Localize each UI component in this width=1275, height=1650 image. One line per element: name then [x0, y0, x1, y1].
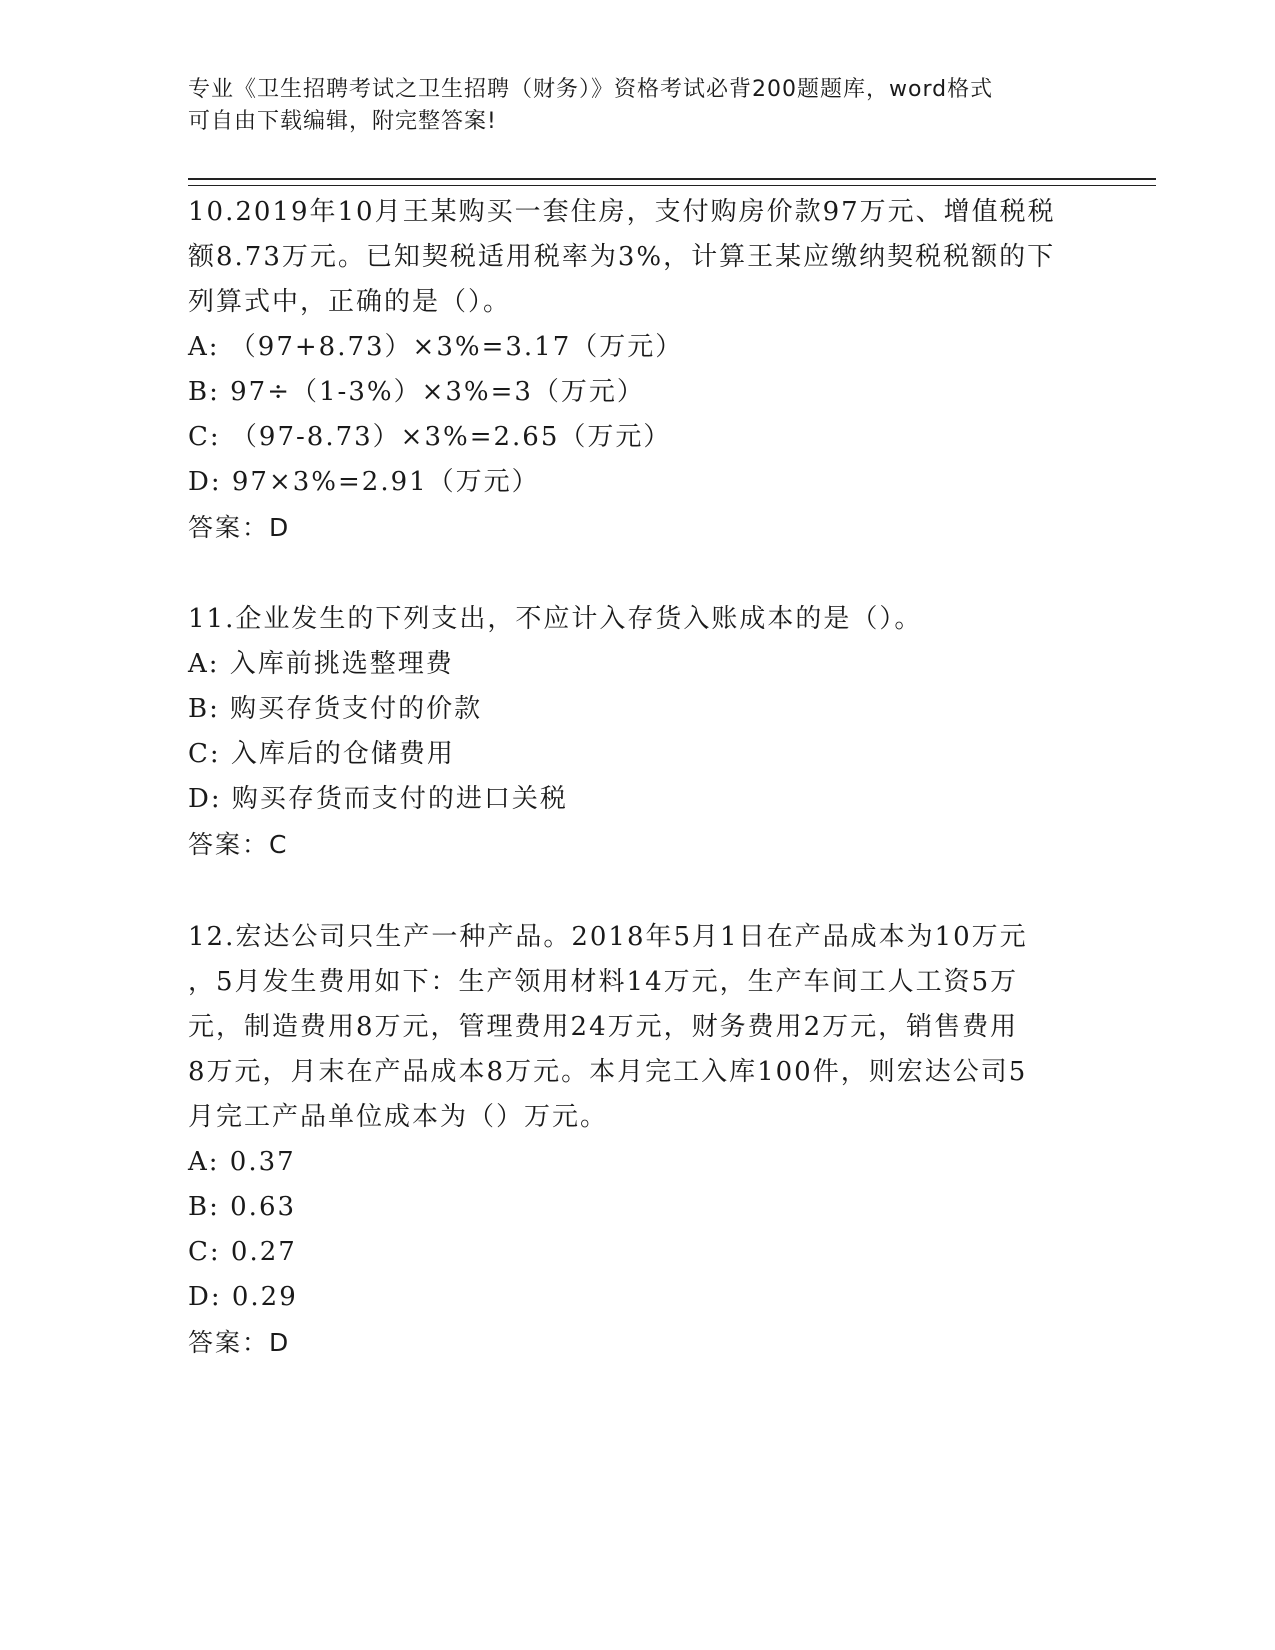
option-d: D: 97×3%=2.91（万元）: [188, 467, 540, 497]
option-d: D: 0.29: [188, 1282, 298, 1312]
option-c: C: 0.27: [188, 1237, 297, 1267]
question-line: 元，制造费用8万元，管理费用24万元，财务费用2万元，销售费用: [188, 1012, 1019, 1042]
header-divider: [188, 178, 1156, 186]
document-header: [188, 74, 1088, 138]
question-12: [188, 915, 1088, 1365]
option-c: C: （97-8.73）×3%=2.65（万元）: [188, 422, 672, 452]
option-a: A: （97+8.73）×3%=3.17（万元）: [188, 332, 684, 362]
option-b: B: 0.63: [188, 1192, 297, 1222]
answer: 答案：D: [188, 1328, 291, 1357]
question-11: [188, 597, 1088, 867]
question-line: 额8.73万元。已知契税适用税率为3%，计算王某应缴纳契税税额的下: [188, 242, 1056, 272]
option-c: C: 入库后的仓储费用: [188, 739, 455, 769]
option-b: B: 购买存货支付的价款: [188, 694, 483, 724]
header-line-2: 可自由下载编辑，附完整答案!: [188, 109, 497, 134]
option-a: A: 入库前挑选整理费: [188, 649, 454, 679]
question-line: 月完工产品单位成本为（）万元。: [188, 1102, 609, 1132]
option-a: A: 0.37: [188, 1147, 296, 1177]
question-10: [188, 190, 1088, 550]
answer: 答案：D: [188, 513, 291, 542]
question-line: 8万元，月末在产品成本8万元。本月完工入库100件，则宏达公司5: [188, 1057, 1028, 1087]
header-line-1: 专业《卫生招聘考试之卫生招聘（财务）》资格考试必背200题题库，word格式: [188, 77, 994, 102]
question-line: ，5月发生费用如下：生产领用材料14万元，生产车间工人工资5万: [188, 967, 1019, 997]
question-line: 列算式中，正确的是（）。: [188, 287, 512, 317]
question-line: 12.宏达公司只生产一种产品。2018年5月1日在产品成本为10万元: [188, 922, 1028, 952]
answer: 答案：C: [188, 830, 289, 859]
question-line: 10.2019年10月王某购买一套住房，支付购房价款97万元、增值税税: [188, 197, 1056, 227]
option-b: B: 97÷（1-3%）×3%=3（万元）: [188, 377, 645, 407]
option-d: D: 购买存货而支付的进口关税: [188, 784, 568, 814]
question-line: 11.企业发生的下列支出，不应计入存货入账成本的是（）。: [188, 604, 923, 634]
